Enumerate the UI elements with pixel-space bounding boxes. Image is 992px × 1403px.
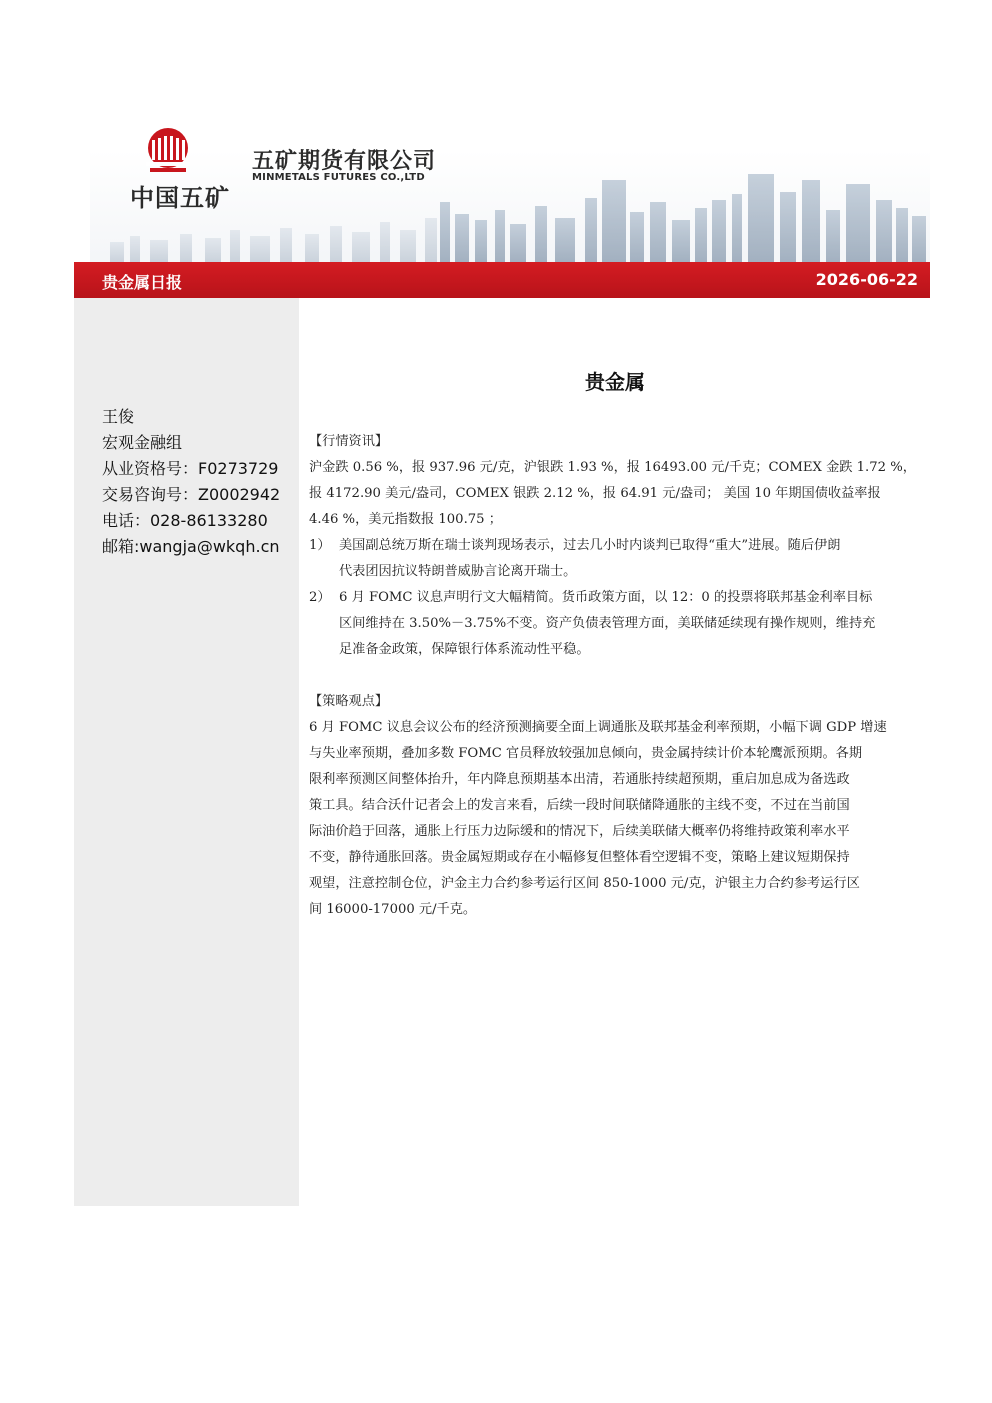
strategy-line: 不变，静待通胀回落。贵金属短期或存在小幅修复但整体看空逻辑不变，策略上建议短期保持: [309, 850, 850, 865]
strategy-heading: 【策略观点】: [309, 694, 389, 709]
strategy-line: 观望，注意控制仓位，沪金主力合约参考运行区间 850-1000 元/克，沪银主力合约参考运行区: [309, 876, 860, 891]
report-date: 2026-06-22: [815, 270, 918, 289]
report-title: 贵金属日报: [102, 273, 183, 292]
strategy-line: 6 月 FOMC 议息会议公布的经济预测摘要全面上调通胀及联邦基金利率预期，小幅下调 GDP 增速: [309, 720, 887, 735]
news-line: 代表团因抗议特朗普威胁言论离开瑞士。: [339, 564, 577, 579]
market-line: 沪金跌 0.56 %，报 937.96 元/克，沪银跌 1.93 %，报 16493.00 元/千克；COMEX 金跌 1.72 %，: [309, 460, 916, 475]
strategy-line: 间 16000-17000 元/千克。: [309, 902, 477, 917]
author-sidebar: [74, 298, 299, 1206]
strategy-line: 与失业率预期，叠加多数 FOMC 官员释放较强加息倾向，贵金属持续计价本轮鹰派预期。各期: [309, 746, 863, 761]
news-line: 美国副总统万斯在瑞士谈判现场表示，过去几小时内谈判已取得“重大”进展。随后伊朗: [339, 538, 841, 553]
author-email[interactable]: 邮箱:wangja@wkqh.cn: [102, 537, 280, 556]
company-name-cn: 五矿期货有限公司: [252, 149, 437, 174]
market-heading: 【行情资讯】: [309, 434, 389, 449]
company-name-en: MINMETALS FUTURES CO.,LTD: [252, 172, 425, 183]
strategy-line: 限利率预测区间整体抬升，年内降息预期基本出清，若通胀持续超预期，重启加息成为备选政: [309, 772, 850, 787]
strategy-line: 际油价趋于回落，通胀上行压力边际缓和的情况下，后续美联储大概率仍将维持政策利率水平: [309, 824, 850, 839]
market-line: 4.46 %，美元指数报 100.75 ；: [309, 512, 502, 527]
report-title-bar: [74, 262, 930, 298]
news-number: 2）: [309, 590, 331, 605]
market-line: 报 4172.90 美元/盎司，COMEX 银跌 2.12 %，报 64.91 元/盎司； 美国 10 年期国债收益率报: [309, 486, 881, 501]
news-line: 足准备金政策，保障银行体系流动性平稳。: [339, 642, 590, 657]
author-phone: 电话：028-86133280: [102, 511, 268, 530]
author-group: 宏观金融组: [102, 433, 183, 452]
strategy-line: 策工具。结合沃什记者会上的发言来看，后续一段时间联储降通胀的主线不变，不过在当前国: [309, 798, 850, 813]
author-consult-number: 交易咨询号：Z0002942: [102, 485, 281, 504]
section-title: 贵金属: [585, 370, 645, 394]
logo-text-cn: 中国五矿: [130, 184, 230, 212]
author-name: 王俊: [102, 407, 135, 426]
news-line: 6 月 FOMC 议息声明行文大幅精简。货币政策方面，以 12：0 的投票将联邦基金利率目标: [339, 590, 873, 605]
author-qualification: 从业资格号：F0273729: [102, 459, 279, 478]
news-number: 1）: [309, 538, 331, 553]
news-line: 区间维持在 3.50%－3.75%不变。资产负债表管理方面，美联储延续现有操作规则，维持充: [339, 616, 876, 631]
page-header: [0, 0, 992, 262]
